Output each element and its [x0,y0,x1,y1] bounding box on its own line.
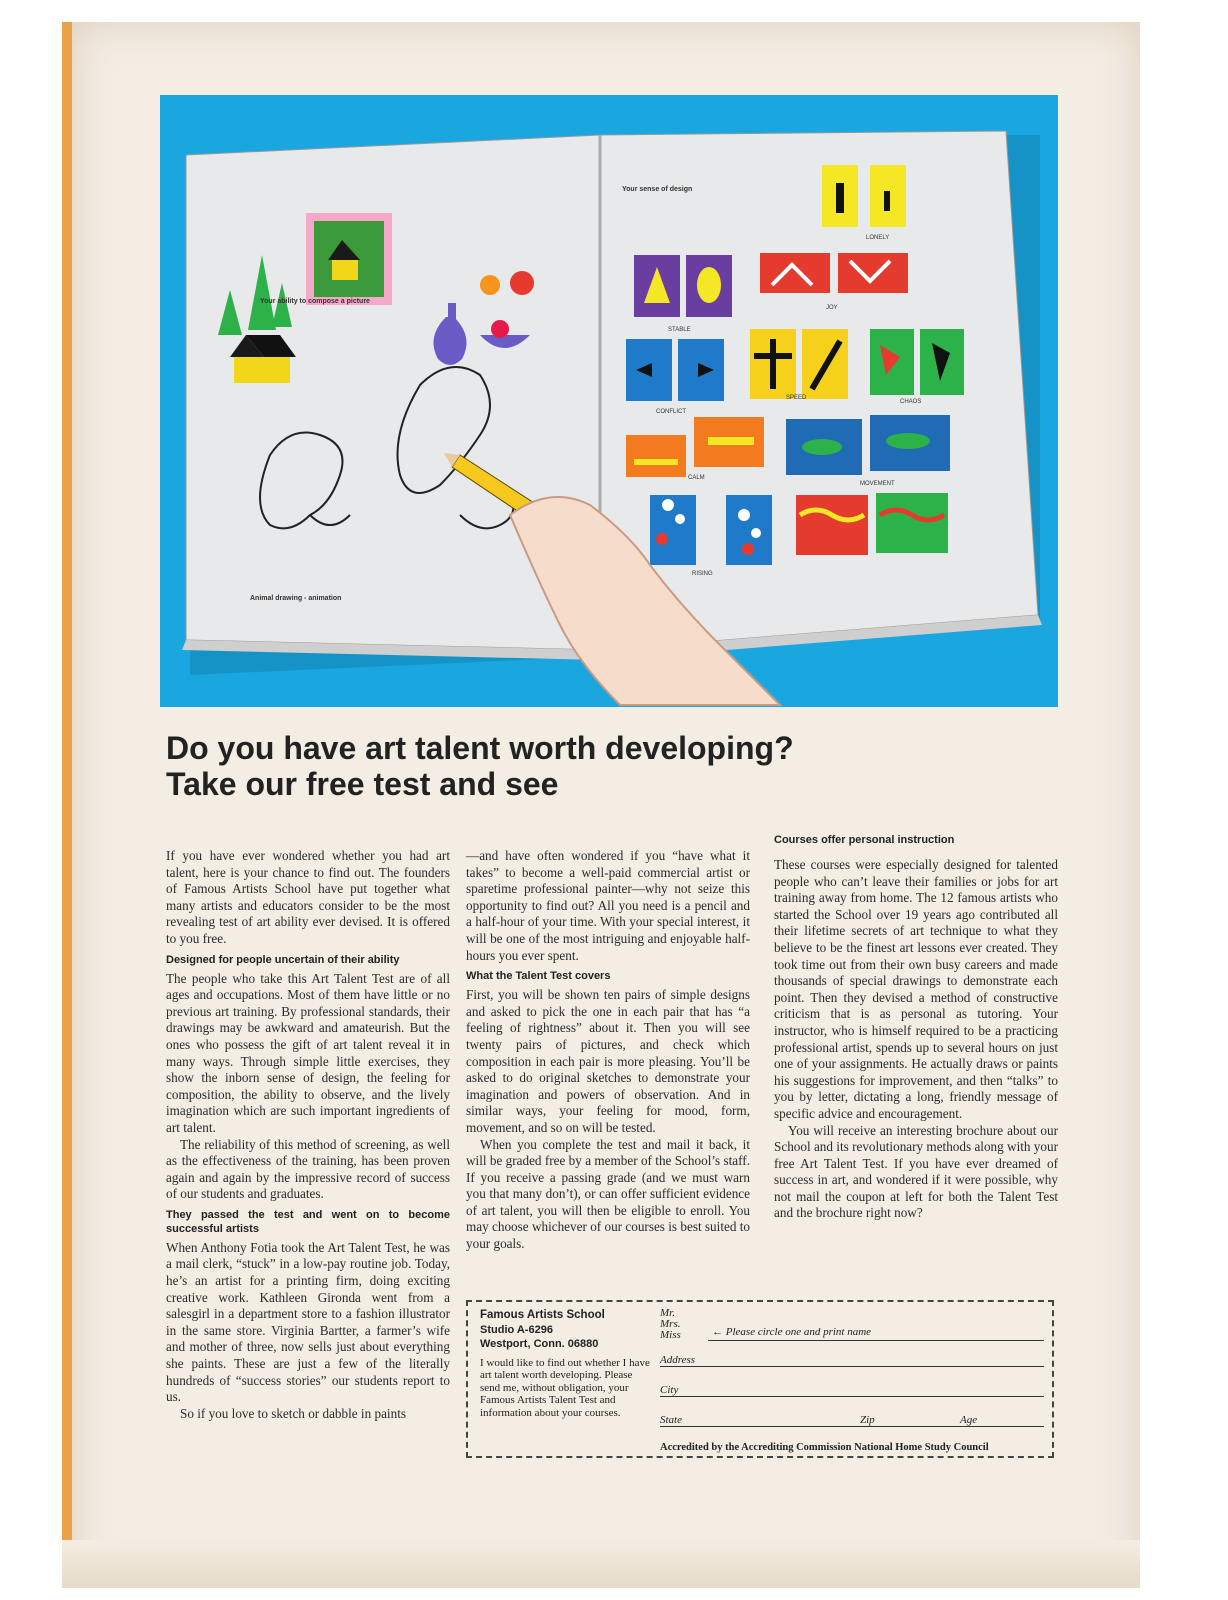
salutation-mrs[interactable]: Mrs. [660,1318,681,1330]
accreditation-note: Accredited by the Accrediting Commission National Home Study Council [660,1442,989,1453]
school-address: Westport, Conn. 06880 [480,1338,599,1350]
pair-label-joy: JOY [826,305,838,311]
paragraph: These courses were especially designed for talented people who can’t leave their families or jobs for art training away from home. The 12 famous artists who started the School over 19 years ago contributed all their lifetime secrets of art technique to what they believe to be the finest art lessons ever created. They took time out from their own busy careers and made thousands of special drawings to demonstrate each point. Then they devised a method of constructive criticism that is as personal as tutoring. Your instructor, who is himself required to be a practicing professional artist, spends up to several hours on just one of your assignments. He actually draws or paints his suggestions for improvement, and then “talks” to you by letter, dictating a long, friendly message of specific advice and encouragement. [774,857,1058,1121]
school-name: Famous Artists School [480,1309,605,1321]
pair-label-chaos: CHAOS [900,399,922,405]
circle-instruction: ← Please circle one and print name [712,1326,872,1338]
mail-in-coupon[interactable] [466,1300,1054,1458]
state-label: State [660,1414,682,1426]
paragraph: So if you love to sketch or dabble in paints [180,1405,406,1421]
address-label: Address [660,1354,696,1366]
subheading: What the Talent Test covers [466,970,611,983]
paragraph: The reliability of this method of screening, as well as the effectiveness of the training, has been proven again and again by the impressive record of success of our students and graduates. [166,1136,450,1202]
paragraph: You will receive an interesting brochure about our School and its revolutionary methods along with your free Art Talent Test. If you have ever dreamed of success in art, and wondered if it were possible, why not mail the coupon at left for both the Talent Test and the brochure right now? [774,1122,1058,1221]
pair-label-movement: MOVEMENT [860,481,895,487]
zip-label: Zip [860,1414,875,1426]
address-field[interactable] [660,1354,1044,1367]
text-column-2 [466,848,750,1253]
subheading: Designed for people uncertain of their ability [166,953,400,966]
compose-heading: Your ability to compose a picture [260,298,370,305]
coupon-request-text: I would like to find out whether I have art talent worth developing. Please send me, without obligation, your Famous Artists Talent Test and information about your courses. [480,1357,650,1419]
coupon-form [660,1307,1044,1426]
paragraph: When Anthony Fotia took the Art Talent Test, he was a mail clerk, “stuck” in a low-pay routine job. Today, he’s an artist for a printing firm, doing exciting creative work. Kathleen Gironda went from a salesgirl in a department store to a fashion illustrator in the same store. Virginia Bartter, a farmer’s wife and mother of three, now sells just about everything she paints. These are just a few of the literally hundreds of “success stories” our students report to us. [166,1239,450,1405]
page-bottom-edge [62,1540,1140,1588]
headline [166,730,1066,802]
paragraph: When you complete the test and mail it back, it will be graded free by a member of the School’s staff. If you receive a passing grade (and we must warn you that many don’t), or can offer sufficient evidence of art talent, you will then be eligible to enroll. You may choose whichever of our courses is best suited to your goals. [466,1136,750,1252]
city-field[interactable] [660,1384,1044,1397]
pair-label-lonely: LONELY [866,235,890,241]
art-test-illustration [160,95,1058,707]
text-column-3 [774,828,1058,1222]
age-label: Age [960,1414,978,1426]
state-zip-age-row[interactable] [660,1414,1044,1427]
subheading: Courses offer personal instruction [774,834,955,846]
studio-number: Studio A-6296 [480,1324,553,1336]
name-field[interactable] [708,1328,1044,1341]
paragraph: —and have often wondered if you “have what it takes” to become a well-paid commercial artist or sparetime professional painter—why not seize this opportunity to find out? All you need is a pencil and a half-hour of your time. With your special interest, it will be one of the most intriguing and enjoyable half-hours you ever spent. [466,848,750,963]
text-column-1 [166,848,450,1422]
pair-label-stable: STABLE [668,327,691,333]
pair-label-speed: SPEED [786,395,807,401]
paragraph: The people who take this Art Talent Test are of all ages and occupations. Most of them have little or no previous art training. By professional standards, their drawings may be awkward and amateurish. But the ones who possess the gift of art talent reveal it in many ways. Through simple little exercises, they show the inborn sense of design, the feeling for composition, the ability to observe, and the lively imagination which are such important ingredients of art talent. [166,970,450,1135]
paragraph: If you have ever wondered whether you had art talent, here is your chance to find out. The founders of Famous Artists School have put together what many artists and educators consider to be the most revealing test of art ability ever devised. It is offered to you free. [166,848,450,946]
pair-label-rising: RISING [692,571,713,577]
coupon-school-info [480,1308,650,1419]
paragraph: First, you will be shown ten pairs of simple designs and asked to pick the one in each pair that has “a feeling of rightness” about it. Then you will see twenty pairs of pictures, and check which composition in each pair is more pleasing. You’ll be asked to do original sketches to demonstrate your imagination and powers of observation. And in similar ways, your feeling for mood, form, movement, and so on will be tested. [466,987,750,1135]
open-book-drawing [160,95,1058,707]
pair-label-conflict: CONFLICT [656,409,686,415]
design-heading: Your sense of design [622,186,693,193]
salutation-mr[interactable]: Mr. [660,1307,675,1319]
city-label: City [660,1384,679,1396]
salutation-miss[interactable]: Miss [660,1329,681,1341]
headline-line2: Take our free test and see [166,766,559,802]
subheading: They passed the test and went on to become successful artists [166,1208,450,1235]
headline-line1: Do you have art talent worth developing? [166,730,794,766]
pair-label-calm: CALM [688,475,705,481]
animal-heading: Animal drawing - animation [250,595,342,602]
